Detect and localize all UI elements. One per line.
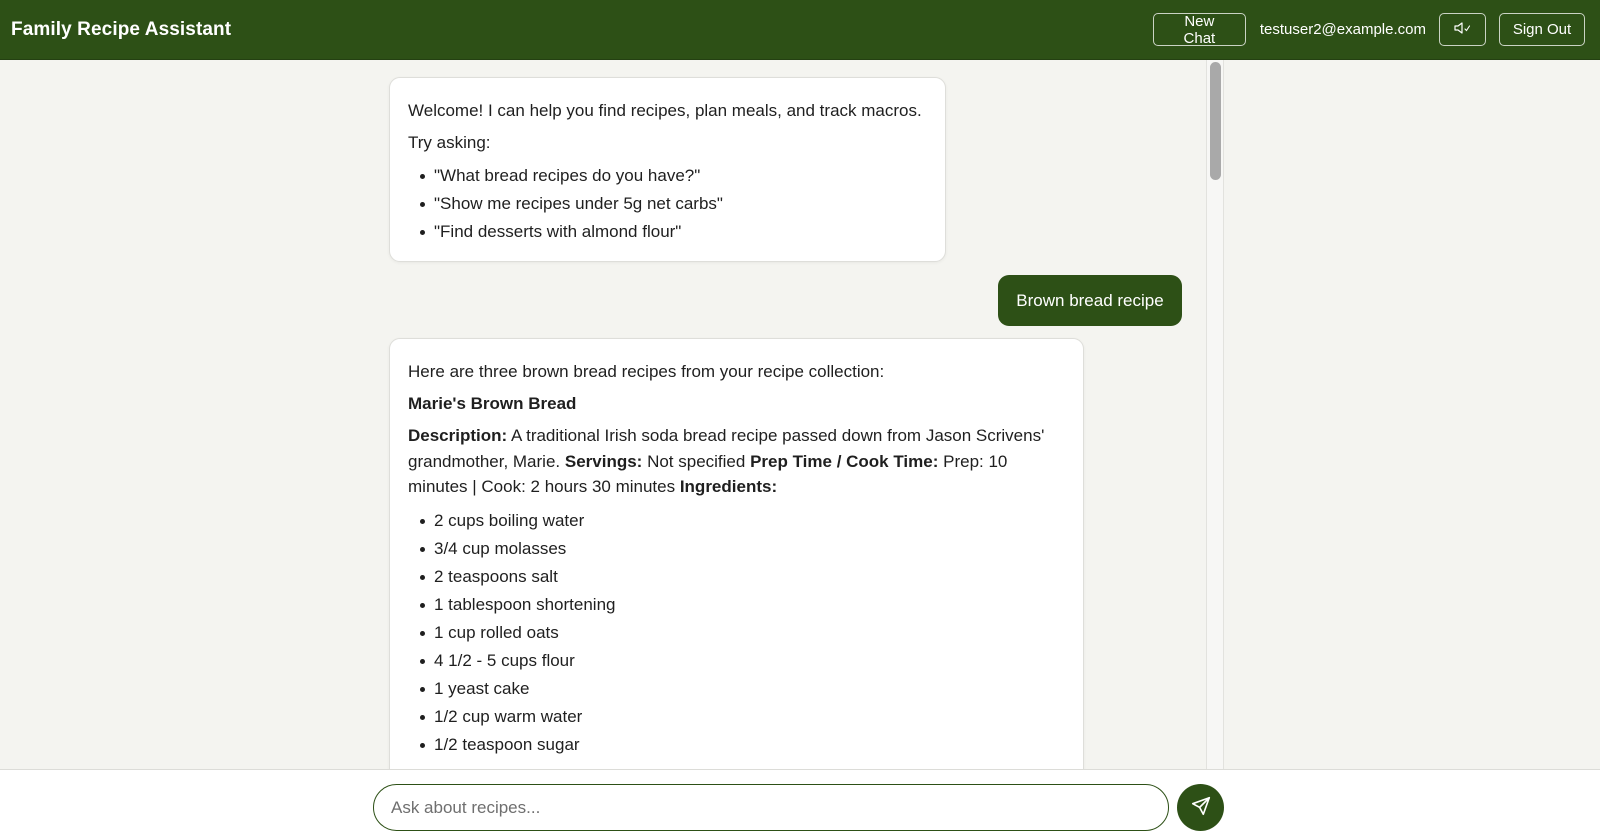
welcome-intro: Welcome! I can help you find recipes, plan meals, and track macros.	[408, 101, 922, 120]
description-label: Description:	[408, 426, 508, 445]
assistant-message-recipes	[389, 338, 1084, 769]
ingredient-item: 1 tablespoon shortening	[416, 591, 1065, 619]
user-message: Brown bread recipe	[998, 275, 1182, 326]
message-composer	[0, 769, 1600, 840]
app-header	[0, 0, 1600, 60]
chat-scrollbar[interactable]	[1206, 60, 1224, 769]
ingredient-item: 3/4 cup molasses	[416, 535, 1065, 563]
message-input[interactable]	[373, 784, 1169, 831]
ingredients-label: Ingredients:	[679, 477, 778, 496]
ingredient-item: 1 cup rolled oats	[416, 619, 1065, 647]
chat-column	[389, 60, 1207, 769]
recipe-title: Marie's Brown Bread	[408, 394, 577, 413]
ingredient-item: 1/2 cup warm water	[416, 703, 1065, 731]
time-label: Prep Time / Cook Time:	[750, 451, 939, 471]
servings-text: Not specified	[642, 451, 751, 471]
ingredient-item: 2 cups boiling water	[416, 507, 1065, 535]
ingredient-list	[416, 507, 1065, 759]
assistant-message-welcome	[389, 77, 946, 262]
chat-history[interactable]	[0, 60, 1600, 769]
time-text: Prep: 10 minutes | Cook: 2 hours 30 minutes	[408, 451, 1008, 496]
header-actions	[1153, 13, 1585, 46]
suggestion-list	[416, 162, 927, 246]
user-email: testuser2@example.com	[1259, 21, 1426, 38]
ingredient-item: 2 teaspoons salt	[416, 563, 1065, 591]
suggestion-item: "Find desserts with almond flour"	[416, 218, 927, 246]
suggestion-item: "Show me recipes under 5g net carbs"	[416, 190, 927, 218]
sign-out-button[interactable]: Sign Out	[1499, 13, 1585, 46]
ingredient-item: 1/2 teaspoon sugar	[416, 731, 1065, 759]
audio-toggle-button[interactable]	[1439, 13, 1486, 46]
new-chat-button[interactable]: New Chat	[1153, 13, 1246, 46]
reply-intro: Here are three brown bread recipes from your recipe collection:	[408, 362, 885, 381]
send-icon	[1190, 795, 1212, 820]
send-button[interactable]	[1177, 784, 1224, 831]
description-text: A traditional Irish soda bread recipe passed down from Jason Scrivens' grandmother, Marie.	[408, 426, 1045, 471]
speaker-muted-icon	[1454, 21, 1472, 39]
servings-label: Servings:	[564, 451, 643, 471]
scrollbar-thumb[interactable]	[1210, 62, 1221, 180]
app-title: Family Recipe Assistant	[11, 18, 232, 40]
suggestion-item: "What bread recipes do you have?"	[416, 162, 927, 190]
try-asking-label: Try asking:	[408, 133, 491, 152]
ingredient-item: 4 1/2 - 5 cups flour	[416, 647, 1065, 675]
recipe-details	[408, 423, 1065, 500]
ingredient-item: 1 yeast cake	[416, 675, 1065, 703]
